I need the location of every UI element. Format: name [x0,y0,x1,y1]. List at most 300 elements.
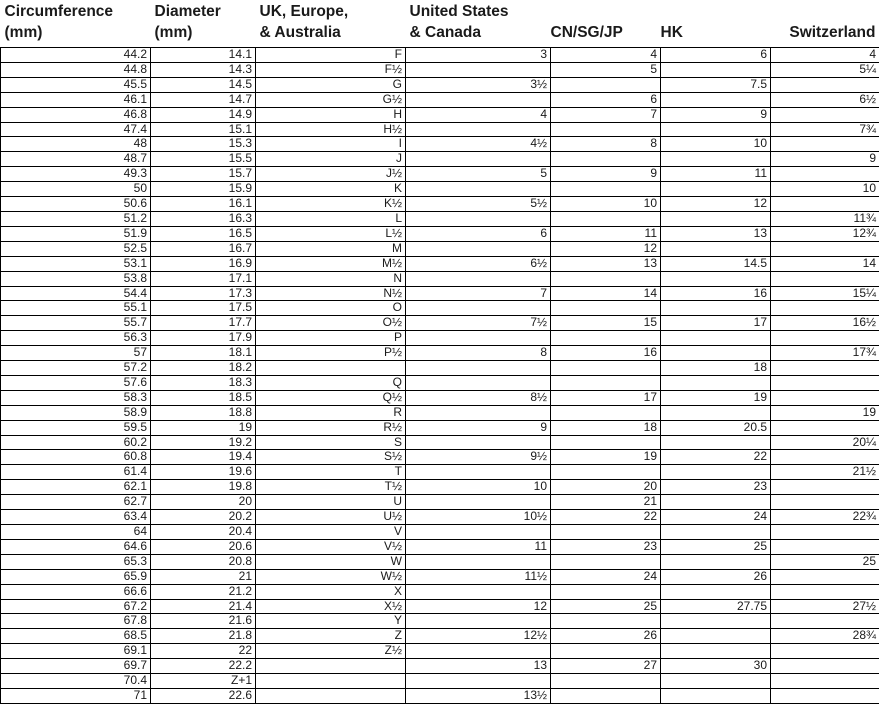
table-cell: 14 [771,256,879,271]
table-cell [661,346,771,361]
table-cell [406,182,551,197]
table-cell: 67.8 [1,614,151,629]
table-cell: 17.7 [151,316,256,331]
table-cell: 9½ [406,450,551,465]
table-cell [771,375,879,390]
table-cell: 44.2 [1,48,151,63]
table-cell: 22 [151,644,256,659]
table-cell: 8 [551,137,661,152]
table-cell [406,495,551,510]
table-cell: 62.1 [1,480,151,495]
table-cell: 65.3 [1,554,151,569]
header-line: United States [409,3,509,20]
header-line: (mm) [4,24,43,41]
table-cell: 19 [771,405,879,420]
table-cell [406,152,551,167]
table-cell: 60.8 [1,450,151,465]
table-cell [406,241,551,256]
table-cell: T [256,465,406,480]
table-cell: 20.6 [151,539,256,554]
table-row [1,688,879,703]
table-cell: S [256,435,406,450]
table-cell: 11 [551,226,661,241]
table-cell: M [256,241,406,256]
table-cell: 22 [551,510,661,525]
table-cell: U½ [256,510,406,525]
table-cell: U [256,495,406,510]
table-cell: 30 [661,659,771,674]
table-cell [771,167,879,182]
table-cell: 17 [551,390,661,405]
header-line [661,1,771,22]
table-cell [661,495,771,510]
table-cell [661,152,771,167]
header-line: UK, Europe, [259,3,349,20]
table-row [1,420,879,435]
table-row [1,599,879,614]
table-cell: 17.5 [151,301,256,316]
table-cell: 7 [551,107,661,122]
table-row [1,569,879,584]
table-row [1,495,879,510]
header-uk-europe-australia [256,0,406,48]
header-row [1,0,879,48]
table-row [1,554,879,569]
table-cell: 51.2 [1,211,151,226]
table-cell: 63.4 [1,510,151,525]
header-line: Switzerland [789,24,876,41]
table-cell: 15.5 [151,152,256,167]
table-cell [551,77,661,92]
table-cell: 6½ [771,92,879,107]
table-cell [551,584,661,599]
table-cell [551,152,661,167]
table-cell: 5 [406,167,551,182]
table-cell: 14.5 [661,256,771,271]
table-cell: 5¼ [771,62,879,77]
table-cell: 55.1 [1,301,151,316]
table-row [1,197,879,212]
table-cell: 22¾ [771,510,879,525]
table-cell [661,688,771,703]
table-cell: G½ [256,92,406,107]
table-cell: 10 [406,480,551,495]
table-cell: 18.5 [151,390,256,405]
table-cell: Y [256,614,406,629]
table-cell: 14.9 [151,107,256,122]
table-cell: 10 [551,197,661,212]
table-header [1,0,879,48]
table-cell: K [256,182,406,197]
table-cell: 13 [661,226,771,241]
table-cell: 16½ [771,316,879,331]
table-cell: 3½ [406,77,551,92]
table-cell: 16.1 [151,197,256,212]
table-cell: F½ [256,62,406,77]
table-cell: 14.3 [151,62,256,77]
table-cell [771,361,879,376]
table-cell [771,569,879,584]
table-cell [771,659,879,674]
table-cell: Z½ [256,644,406,659]
table-cell: 53.8 [1,271,151,286]
table-cell [661,465,771,480]
table-cell: 6½ [406,256,551,271]
table-row [1,167,879,182]
table-cell: 14 [551,286,661,301]
table-cell [661,271,771,286]
table-cell [406,92,551,107]
table-cell: 48 [1,137,151,152]
table-cell: 61.4 [1,465,151,480]
table-cell: 48.7 [1,152,151,167]
table-cell: 66.6 [1,584,151,599]
table-row [1,92,879,107]
table-cell [771,480,879,495]
table-cell: 16.3 [151,211,256,226]
table-row [1,435,879,450]
table-cell: 49.3 [1,167,151,182]
table-cell: 62.7 [1,495,151,510]
table-cell: K½ [256,197,406,212]
table-cell: 8 [406,346,551,361]
table-cell: 64 [1,525,151,540]
table-cell [256,361,406,376]
table-cell [771,77,879,92]
table-cell [661,241,771,256]
table-cell [771,137,879,152]
table-cell: N½ [256,286,406,301]
table-cell: H½ [256,122,406,137]
table-cell [406,375,551,390]
header-line [771,1,876,22]
table-cell [406,465,551,480]
table-cell: I [256,137,406,152]
table-cell [661,331,771,346]
header-line: Circumference [4,3,114,20]
table-cell [661,182,771,197]
table-cell: 11½ [406,569,551,584]
table-cell: 22.2 [151,659,256,674]
table-cell: 9 [406,420,551,435]
table-cell [406,405,551,420]
table-cell: 14.7 [151,92,256,107]
table-cell: N [256,271,406,286]
table-cell: 27½ [771,599,879,614]
table-cell [406,584,551,599]
table-cell: 69.1 [1,644,151,659]
table-cell: 20.2 [151,510,256,525]
table-cell: 21.2 [151,584,256,599]
table-cell: 46.1 [1,92,151,107]
table-cell [256,688,406,703]
table-cell: J½ [256,167,406,182]
table-cell: 15 [551,316,661,331]
table-row [1,62,879,77]
table-cell [771,644,879,659]
table-cell: 18.3 [151,375,256,390]
table-cell: R [256,405,406,420]
table-row [1,450,879,465]
table-cell: O [256,301,406,316]
table-cell: 10 [771,182,879,197]
table-cell [771,688,879,703]
table-cell: 45.5 [1,77,151,92]
table-cell [406,271,551,286]
table-cell [406,211,551,226]
table-cell: 22 [661,450,771,465]
table-cell [551,301,661,316]
table-cell: Q [256,375,406,390]
table-cell: 12 [551,241,661,256]
table-cell: 7¾ [771,122,879,137]
table-cell: 16.7 [151,241,256,256]
table-cell: 17.9 [151,331,256,346]
table-cell: 7.5 [661,77,771,92]
table-cell [771,674,879,689]
table-cell: 6 [406,226,551,241]
table-cell [661,375,771,390]
table-row [1,271,879,286]
table-cell [661,122,771,137]
table-cell: 3 [406,48,551,63]
table-cell [771,197,879,212]
table-cell: 17.1 [151,271,256,286]
table-cell [406,614,551,629]
header-diameter [151,0,256,48]
table-cell: P [256,331,406,346]
table-cell: 15.9 [151,182,256,197]
table-cell [406,62,551,77]
table-cell [771,584,879,599]
header-cn-sg-jp [551,0,661,48]
table-cell: 11¾ [771,211,879,226]
table-cell: 24 [551,569,661,584]
table-row [1,375,879,390]
table-cell: 57.2 [1,361,151,376]
table-cell [771,271,879,286]
table-cell: 12 [406,599,551,614]
table-cell: 17¾ [771,346,879,361]
table-row [1,316,879,331]
table-cell: 19 [151,420,256,435]
table-cell: L½ [256,226,406,241]
table-cell: 19 [661,390,771,405]
table-cell: 50.6 [1,197,151,212]
table-cell: 9 [771,152,879,167]
table-cell: 70.4 [1,674,151,689]
table-cell [551,644,661,659]
table-cell: H [256,107,406,122]
table-cell: 50 [1,182,151,197]
table-row [1,241,879,256]
table-cell: 14.5 [151,77,256,92]
table-row [1,644,879,659]
table-cell: 64.6 [1,539,151,554]
table-cell [256,659,406,674]
table-cell: 53.1 [1,256,151,271]
table-cell: V [256,525,406,540]
table-row [1,465,879,480]
header-line: (mm) [154,24,193,41]
table-cell: 26 [661,569,771,584]
table-cell: 9 [661,107,771,122]
table-cell: 18 [551,420,661,435]
table-row [1,629,879,644]
table-cell: Q½ [256,390,406,405]
table-cell [551,525,661,540]
table-cell: J [256,152,406,167]
header-line: HK [660,24,683,41]
table-cell: S½ [256,450,406,465]
table-cell [406,525,551,540]
table-row [1,480,879,495]
table-cell: 18.2 [151,361,256,376]
table-cell: Z+1 [151,674,256,689]
table-cell: 21½ [771,465,879,480]
table-cell: 52.5 [1,241,151,256]
table-cell: 20 [551,480,661,495]
table-cell: 27 [551,659,661,674]
table-cell [551,435,661,450]
table-cell: 24 [661,510,771,525]
table-cell: 58.9 [1,405,151,420]
table-cell: 4½ [406,137,551,152]
table-cell: M½ [256,256,406,271]
table-cell [406,554,551,569]
table-cell: 8½ [406,390,551,405]
table-cell [551,554,661,569]
table-cell [771,525,879,540]
table-cell: 21.8 [151,629,256,644]
table-cell: 16.5 [151,226,256,241]
table-cell: R½ [256,420,406,435]
table-cell: 54.4 [1,286,151,301]
table-row [1,122,879,137]
header-line: Diameter [154,3,221,20]
table-cell: 25 [661,539,771,554]
table-row [1,346,879,361]
header-hk [661,0,771,48]
table-cell [771,420,879,435]
table-cell: 51.9 [1,226,151,241]
table-cell: 20.4 [151,525,256,540]
table-cell: 17 [661,316,771,331]
table-cell [661,405,771,420]
table-cell [661,211,771,226]
table-cell [771,614,879,629]
table-cell: 20¼ [771,435,879,450]
table-cell [406,674,551,689]
table-cell: 21 [151,569,256,584]
table-cell: L [256,211,406,226]
table-cell: G [256,77,406,92]
table-cell: 19 [551,450,661,465]
table-cell: 21.6 [151,614,256,629]
table-cell: 13 [406,659,551,674]
table-cell [661,554,771,569]
header-line: & Australia [259,24,341,41]
table-cell [551,211,661,226]
table-cell: 13 [551,256,661,271]
table-cell [551,674,661,689]
table-row [1,182,879,197]
table-row [1,48,879,63]
table-cell: 47.4 [1,122,151,137]
table-cell [771,301,879,316]
table-cell: 20 [151,495,256,510]
table-cell: 4 [771,48,879,63]
table-row [1,539,879,554]
table-row [1,152,879,167]
table-cell: 25 [551,599,661,614]
table-cell: Z [256,629,406,644]
table-cell: 18 [661,361,771,376]
table-cell [771,450,879,465]
table-cell [551,331,661,346]
table-cell: 16 [551,346,661,361]
table-cell [771,390,879,405]
table-row [1,525,879,540]
table-cell: 5½ [406,197,551,212]
table-cell: 57 [1,346,151,361]
table-cell [551,182,661,197]
header-line: CN/SG/JP [550,24,623,41]
header-circumference [1,0,151,48]
table-cell [661,62,771,77]
table-cell: 59.5 [1,420,151,435]
table-cell: 6 [551,92,661,107]
table-cell: 16.9 [151,256,256,271]
table-cell: 21.4 [151,599,256,614]
table-cell: 15.7 [151,167,256,182]
table-cell: T½ [256,480,406,495]
table-cell [406,331,551,346]
table-cell: 11 [661,167,771,182]
table-cell: 5 [551,62,661,77]
table-cell: 10½ [406,510,551,525]
table-cell: 10 [661,137,771,152]
table-row [1,211,879,226]
table-cell [771,241,879,256]
table-cell: 19.6 [151,465,256,480]
table-cell: 20.5 [661,420,771,435]
table-cell: 60.2 [1,435,151,450]
table-cell: F [256,48,406,63]
table-cell [551,361,661,376]
table-cell [661,629,771,644]
table-cell: 15¼ [771,286,879,301]
table-cell [771,331,879,346]
table-cell: 57.6 [1,375,151,390]
table-body [1,48,879,704]
table-cell: 7 [406,286,551,301]
table-cell: 6 [661,48,771,63]
table-cell: 25 [771,554,879,569]
table-cell: 13½ [406,688,551,703]
table-cell: 44.8 [1,62,151,77]
table-cell [661,525,771,540]
table-row [1,361,879,376]
table-row [1,331,879,346]
table-cell: 23 [661,480,771,495]
table-cell [551,465,661,480]
table-cell [661,301,771,316]
table-cell: 67.2 [1,599,151,614]
table-cell [771,495,879,510]
table-cell: 27.75 [661,599,771,614]
table-cell: 58.3 [1,390,151,405]
